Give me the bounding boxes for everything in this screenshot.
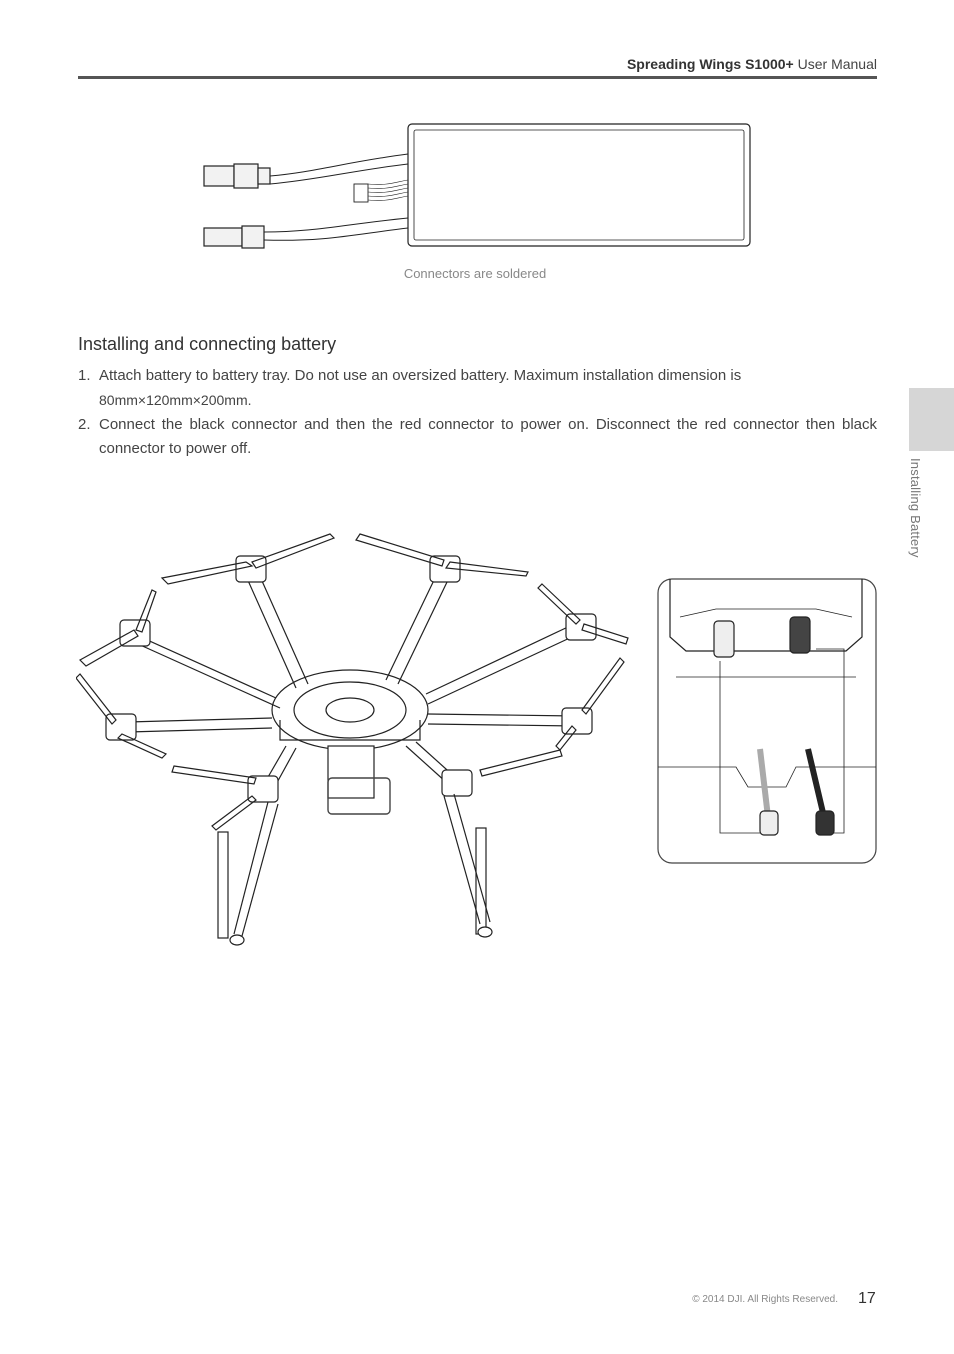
side-tab-label: Installing Battery	[908, 458, 923, 558]
product-name: Spreading Wings S1000+	[626, 56, 794, 72]
connector-closeup-illustration	[656, 577, 878, 865]
octocopter-illustration	[76, 520, 636, 956]
battery-illustration	[196, 118, 756, 254]
step-number: 1.	[78, 367, 91, 384]
instruction-step	[78, 364, 877, 413]
page-number: 17	[858, 1290, 876, 1307]
copyright-notice: © 2014 DJI. All Rights Reserved.	[692, 1294, 838, 1305]
step-text: Connect the black connector and then the red connector to power on. Disconnect the red connector then black connector to power off.	[99, 416, 877, 457]
header-divider	[78, 76, 877, 79]
section-heading: Installing and connecting battery	[78, 334, 337, 354]
step-text: Attach battery to battery tray. Do not use an oversized battery. Maximum installation dimension is	[99, 367, 742, 384]
step-number: 2.	[78, 416, 91, 433]
side-tab-marker	[909, 388, 954, 451]
figure-caption: Connectors are soldered	[403, 266, 547, 281]
instruction-step	[78, 413, 877, 461]
instruction-list	[78, 364, 877, 461]
running-header	[78, 56, 877, 72]
doc-type: User Manual	[797, 56, 877, 72]
center-frame	[272, 670, 428, 798]
step-dimension: 80mm×120mm×200mm.	[99, 392, 252, 408]
